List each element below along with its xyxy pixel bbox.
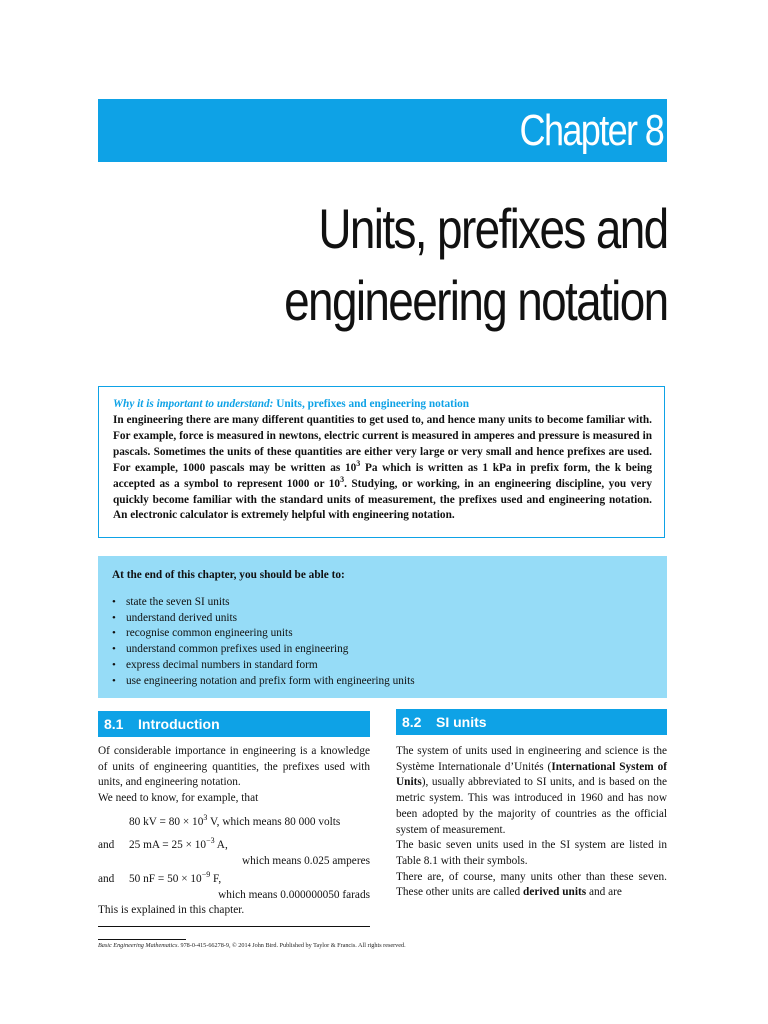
objective-item (112, 642, 653, 658)
chapter-title-line-1: Units, prefixes and (318, 197, 668, 260)
why-important-box (98, 386, 665, 538)
section-number: 8.1 (104, 716, 124, 732)
objectives-list (112, 595, 653, 689)
section-8-2-heading (396, 709, 667, 735)
si-p1-bold: International System of Units (396, 760, 668, 789)
objective-text: understand common prefixes used in engineering (126, 643, 349, 656)
si-p1-a: The system of units used in engineering and science is the Système Internationale d’Unités ( (396, 745, 667, 773)
chapter-label: Chapter 8 (519, 106, 663, 155)
learning-objectives-box (98, 556, 667, 698)
footnote-rest: . 978-0-415-66278-9, © 2014 John Bird. Published by Taylor & Francis. All rights reserved. (177, 942, 406, 949)
objective-item (112, 626, 653, 642)
chapter-band (98, 99, 667, 162)
why-body (113, 413, 652, 524)
why-body-part-3: . Studying, or working, in an engineering discipline, you very quickly become familiar with the standard units of measurement, the prefixes used and engineering notation. An electronic calculator is extremely helpful with engineering notation. (113, 477, 652, 522)
equation-text (129, 838, 228, 854)
section-8-1-body (98, 744, 370, 919)
objective-item (112, 674, 653, 690)
why-body-part-2: Pa which is written as 1 kPa in prefix form, the k being accepted as a symbol to represent 1000 or 10 (113, 461, 653, 490)
bullet-icon: • (112, 658, 116, 671)
why-body-sup-1: 3 (356, 458, 361, 468)
si-paragraph-2: The basic seven units used in the SI system are listed in Table 8.1 with their symbols. (396, 839, 667, 867)
objective-item (112, 611, 653, 627)
objective-text: recognise common engineering units (126, 627, 293, 640)
and-label: and (98, 872, 115, 885)
eq2-left: 25 mA = 25 × 10 (129, 838, 207, 851)
objective-item (112, 658, 653, 674)
section-number: 8.2 (402, 714, 422, 730)
and-label: and (98, 838, 115, 851)
objectives-heading: At the end of this chapter, you should be able to: (112, 569, 345, 581)
section-title: SI units (436, 714, 487, 730)
si-p3-b: and are (586, 886, 622, 899)
equation-3 (98, 869, 370, 888)
si-paragraph-1 (396, 744, 667, 838)
objective-text: express decimal numbers in standard form (126, 658, 318, 671)
equation-text (129, 869, 222, 888)
bullet-icon: • (112, 674, 116, 687)
why-lead: Why it is important to understand: (113, 398, 274, 410)
footnote-rule (98, 939, 186, 940)
column-rule (98, 926, 370, 927)
eq2-note: which means 0.025 amperes (242, 854, 370, 867)
bullet-icon: • (112, 611, 116, 624)
eq3-sup: −9 (201, 869, 211, 879)
chapter-title-line-2: engineering notation (284, 269, 668, 332)
equation-text (129, 815, 340, 831)
copyright-footnote (98, 941, 406, 950)
intro-paragraph-2: We need to know, for example, that (98, 792, 259, 805)
eq1-sup: 3 (203, 813, 208, 823)
equation-1 (98, 815, 370, 831)
eq2-right: A, (214, 838, 228, 851)
si-p1-b: ), usually abbreviated to SI units, and is based on the metric system. This was introduced in 1960 and has now been adopted by the majority of countries as the official system of measurement. (396, 776, 667, 836)
eq3-right: F, (210, 872, 222, 885)
why-body-sup-2: 3 (340, 474, 345, 484)
chapter-title (285, 193, 668, 337)
book-title: Basic Engineering Mathematics (98, 942, 178, 949)
section-title: Introduction (138, 716, 220, 732)
eq3-left: 50 nF = 50 × 10 (129, 872, 202, 885)
objective-text: state the seven SI units (126, 596, 230, 608)
intro-closing: This is explained in this chapter. (98, 904, 245, 917)
eq2-sup: −3 (206, 836, 215, 846)
eq1-left: 80 kV = 80 × 10 (129, 815, 204, 828)
objective-text: understand derived units (126, 611, 238, 624)
why-body-part-1: In engineering there are many different quantities to get used to, and hence many units to become familiar with. For example, force is measured in newtons, electric current is measured in amperes and pressure is measured in pascals. Sometimes the units of these quantities are either very large or very small and hence prefixes are used. For example, 1000 pascals may be written as 10 (113, 414, 652, 474)
objective-text: use engineering notation and prefix form with engineering units (126, 674, 415, 687)
bullet-icon: • (112, 643, 116, 656)
eq1-right: V, which means 80 000 volts (207, 815, 341, 828)
si-p3-a: There are, of course, many units other than these seven. These other units are called (396, 870, 667, 899)
bullet-icon: • (112, 627, 116, 640)
why-topic: Units, prefixes and engineering notation (276, 398, 470, 410)
si-paragraph-3 (396, 870, 667, 901)
section-8-2-body (396, 744, 667, 901)
why-heading (113, 397, 652, 412)
equation-2 (98, 838, 370, 854)
section-8-1-heading (98, 711, 370, 737)
si-p3-bold: derived units (523, 886, 587, 899)
eq3-note: which means 0.000000050 farads (218, 888, 370, 901)
intro-paragraph: Of considerable importance in engineering is a knowledge of units of engineering quantities, the prefixes used with units, and engineering notation. (98, 745, 370, 789)
bullet-icon: • (112, 596, 116, 608)
objective-item (112, 595, 653, 611)
